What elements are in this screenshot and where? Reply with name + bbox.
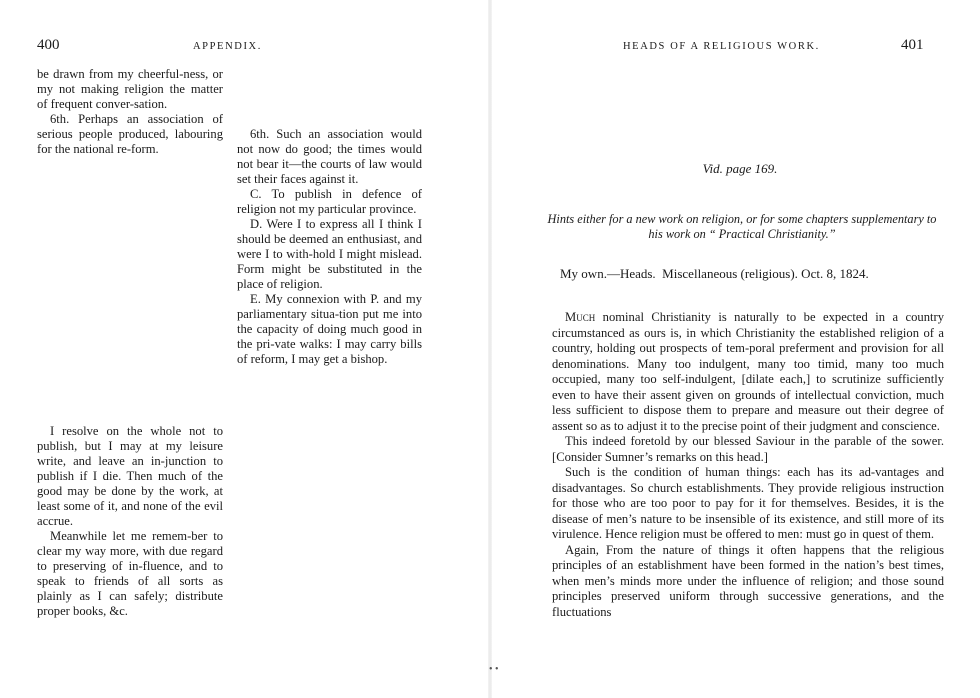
page-number-right: 401 [901, 37, 924, 53]
paragraph: be drawn from my cheerful-ness, or my not making religion the matter of frequent conver-sation. [37, 67, 223, 111]
paragraph: This indeed foretold by our blessed Saviour in the parable of the sower. [Consider Sumner’s remarks on this head.] [552, 434, 944, 464]
hints-heading: Hints either for a new work on religion, or for some chapters supplementary to his work on “ Practical Christianity.” [547, 212, 937, 241]
page-number-left: 400 [37, 37, 60, 53]
paragraph: Again, From the nature of things it often happens that the religious principles of an establishment have been formed in the nation’s best times, when men’s minds more under the influence of religion; and those sound principles preserved uniform through successive generations, and the fluctuations [552, 542, 944, 619]
running-head-right: HEADS OF A RELIGIOUS WORK. [623, 41, 820, 52]
own-heads-line: My own.—Heads. Miscellaneous (religious). Oct. 8, 1824. [560, 266, 869, 281]
right-column [237, 127, 422, 367]
paragraph: Such is the condition of human things: each has its ad-vantages and disadvantages. So church establishments. They provide religious instruction for those who are too poor to pay for it for themselves. Besides, it is the disease of men’s nature to be insensible of its existence, and still more of its virulence. Hence religion must be offered to men: must go in quest of them. [552, 465, 944, 541]
running-head-left: APPENDIX. [193, 41, 262, 52]
paragraph: D. Were I to express all I think I should be deemed an enthusiast, and were I to with-hold I might mislead. Form might be substituted in the place of religion. [237, 217, 422, 291]
paragraph: Meanwhile let me remem-ber to clear my way more, with due regard to preserving of in-fluence, and to speak to friends of all sorts as plainly as I can safely; distribute proper books, &c. [37, 529, 223, 618]
paragraph-text: nominal Christianity is naturally to be expected in a country circumstanced as ours is, in which Christianity the established religion of a country, holding out prospects of tem-poral preferment and provision for all denominations. Many too indulgent, many too timid, many too much occupied, many too self-indulgent, [dilate each,] to scrutinize sufficiently even to have their assent given on grounds of intellectual conviction, much less sufficient to dispose them to prepare and measure out their degree of assent so as to adjust it to the precise point of their judgment and conscience. [552, 310, 944, 433]
right-page [490, 0, 980, 698]
paragraph: 6th. Such an association would not now do good; the times would not bear it—the courts of law would set their faces against it. [237, 127, 422, 186]
paragraph: I resolve on the whole not to publish, but I may at my leisure write, and leave an in-junction to publish if I die. Then much of the good may be done by the work, at least some of it, and none of the evil accrue. [37, 424, 223, 528]
paragraph: E. My connexion with P. and my parliamentary situa-tion put me into the capacity of doing much good in the pri-vate walks: I may carry bills of reform, I may get a bishop. [237, 292, 422, 366]
left-column-top [37, 67, 223, 157]
paragraph: 6th. Perhaps an association of serious people produced, labouring for the national re-form. [37, 112, 223, 156]
gutter-mark: • • [489, 664, 499, 675]
paragraph [552, 310, 944, 434]
paragraph: C. To publish in defence of religion not my particular province. [237, 187, 422, 216]
vid-page-note: Vid. page 169. [702, 161, 778, 176]
main-text [552, 310, 944, 620]
drop-word: Much [565, 310, 596, 324]
left-column-bottom [37, 424, 223, 619]
